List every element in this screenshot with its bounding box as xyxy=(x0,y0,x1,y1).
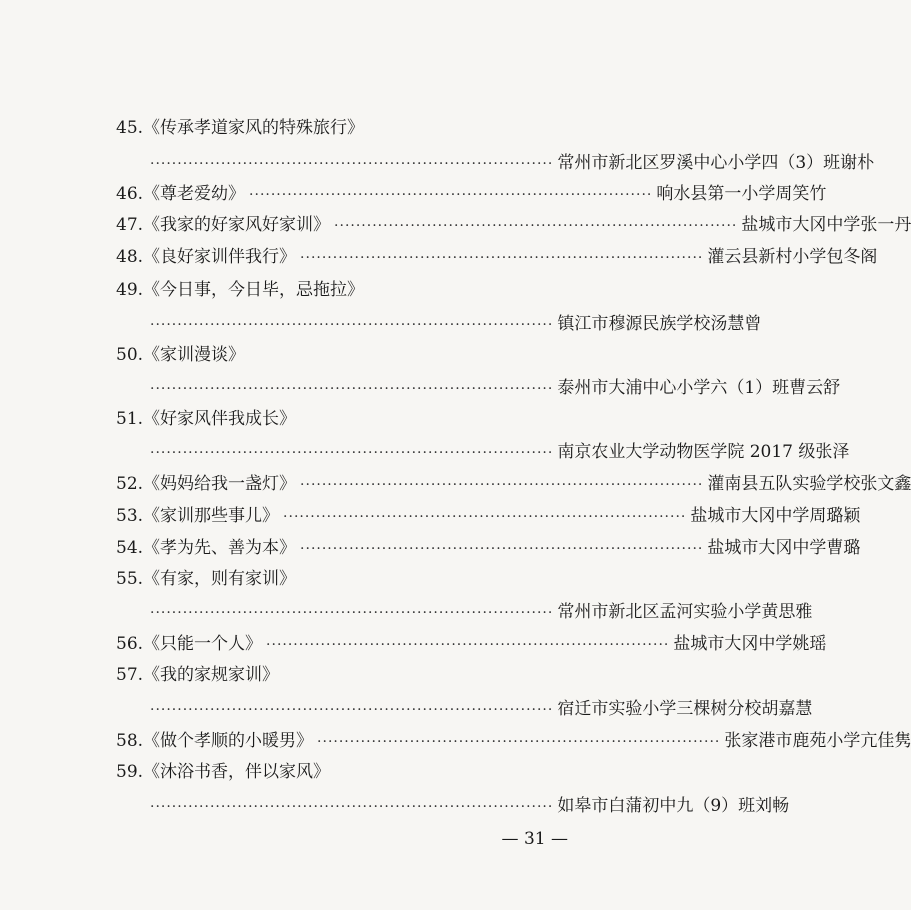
entry-author-line xyxy=(150,441,850,464)
entry-line xyxy=(116,214,911,237)
entry-title: 《家训漫谈》 xyxy=(143,345,246,365)
entry-number: 51. xyxy=(116,409,144,429)
entry-number: 59. xyxy=(116,762,144,782)
entry-line xyxy=(116,183,827,206)
entry-number: 49. xyxy=(116,280,144,300)
entry-title: 《有家，则有家训》 xyxy=(143,569,297,589)
entry-number: 52. xyxy=(116,474,144,494)
dot-leader: ·········································································· xyxy=(266,637,670,653)
entry-title: 《好家风伴我成长》 xyxy=(143,409,297,429)
dot-leader: ·········································································· xyxy=(150,445,554,461)
entry-number: 48. xyxy=(116,247,144,267)
entry-author: 灌云县新村小学包冬阁 xyxy=(707,247,878,267)
entry-number: 56. xyxy=(116,634,144,654)
entry-author-line xyxy=(150,152,875,175)
dot-leader: ·········································································· xyxy=(249,187,653,203)
entry-title-line xyxy=(116,279,364,301)
entry-title: 《妈妈给我一盏灯》 xyxy=(143,474,297,494)
entry-author: 镇江市穆源民族学校汤慧曾 xyxy=(557,314,762,334)
entry-line xyxy=(116,633,827,656)
entry-author: 盐城市大冈中学张一丹 xyxy=(741,215,911,235)
entry-author: 盐城市大冈中学曹璐 xyxy=(707,538,861,558)
entry-title: 《做个孝顺的小暖男》 xyxy=(143,731,314,751)
dot-leader: ·········································································· xyxy=(150,381,554,397)
dot-leader: ·········································································· xyxy=(150,799,554,815)
entry-title-line xyxy=(116,408,296,430)
entry-author-line xyxy=(150,377,841,400)
entry-line xyxy=(116,246,878,269)
entry-title: 《我的家规家训》 xyxy=(143,665,280,685)
dot-leader: ·········································································· xyxy=(150,702,554,718)
entry-title: 《我家的好家风好家训》 xyxy=(143,215,331,235)
entry-number: 50. xyxy=(116,345,144,365)
entry-title: 《沐浴书香，伴以家风》 xyxy=(143,762,331,782)
entry-author-line xyxy=(150,601,813,624)
entry-author: 灌南县五队实验学校张文鑫 xyxy=(707,474,911,494)
entry-number: 57. xyxy=(116,665,144,685)
dot-leader: ·········································································· xyxy=(283,509,687,525)
entry-title: 《良好家训伴我行》 xyxy=(143,247,297,267)
entry-title-line xyxy=(116,664,279,686)
entry-number: 45. xyxy=(116,118,144,138)
entry-author: 宿迁市实验小学三棵树分校胡嘉慧 xyxy=(557,699,813,719)
entry-number: 46. xyxy=(116,184,144,204)
dot-leader: ·········································································· xyxy=(300,541,704,557)
entry-author: 泰州市大浦中心小学六（1）班曹云舒 xyxy=(557,378,841,398)
entry-title: 《传承孝道家风的特殊旅行》 xyxy=(143,118,365,138)
entry-title-line xyxy=(116,117,364,139)
entry-author-line xyxy=(150,313,762,336)
dot-leader: ·········································································· xyxy=(300,250,704,266)
dot-leader: ·········································································· xyxy=(317,734,721,750)
entry-title-line xyxy=(116,568,296,590)
dot-leader: ·········································································· xyxy=(150,605,554,621)
dot-leader: ·········································································· xyxy=(150,156,554,172)
entry-author-line xyxy=(150,698,813,721)
entry-author: 南京农业大学动物医学院 2017 级张泽 xyxy=(557,442,850,462)
entry-title: 《只能一个人》 xyxy=(143,634,263,654)
entry-line xyxy=(116,505,861,528)
entry-number: 55. xyxy=(116,569,144,589)
entry-line xyxy=(116,537,861,560)
entry-number: 54. xyxy=(116,538,144,558)
dot-leader: ·········································································· xyxy=(300,477,704,493)
entry-line xyxy=(116,473,911,496)
entry-author: 如皋市白蒲初中九（9）班刘畅 xyxy=(557,796,790,816)
entry-author: 响水县第一小学周笑竹 xyxy=(656,184,827,204)
entry-title: 《今日事，今日毕，忌拖拉》 xyxy=(143,280,365,300)
entry-title-line xyxy=(116,344,245,366)
entry-number: 58. xyxy=(116,731,144,751)
entry-author: 盐城市大冈中学姚瑶 xyxy=(673,634,827,654)
page-number: — 31 — xyxy=(501,829,568,849)
entry-line xyxy=(116,730,911,753)
entry-title: 《孝为先、善为本》 xyxy=(143,538,297,558)
entry-number: 47. xyxy=(116,215,144,235)
dot-leader: ·········································································· xyxy=(334,218,738,234)
entry-author: 张家港市鹿苑小学亢佳隽 xyxy=(724,731,911,751)
entry-number: 53. xyxy=(116,506,144,526)
entry-author-line xyxy=(150,795,790,818)
dot-leader: ·········································································· xyxy=(150,317,554,333)
entry-author: 常州市新北区罗溪中心小学四（3）班谢朴 xyxy=(557,153,875,173)
entry-author: 盐城市大冈中学周璐颖 xyxy=(690,506,861,526)
entry-title: 《尊老爱幼》 xyxy=(143,184,246,204)
entry-title-line xyxy=(116,761,330,783)
entry-author: 常州市新北区孟河实验小学黄思雅 xyxy=(557,602,813,622)
entry-title: 《家训那些事儿》 xyxy=(143,506,280,526)
